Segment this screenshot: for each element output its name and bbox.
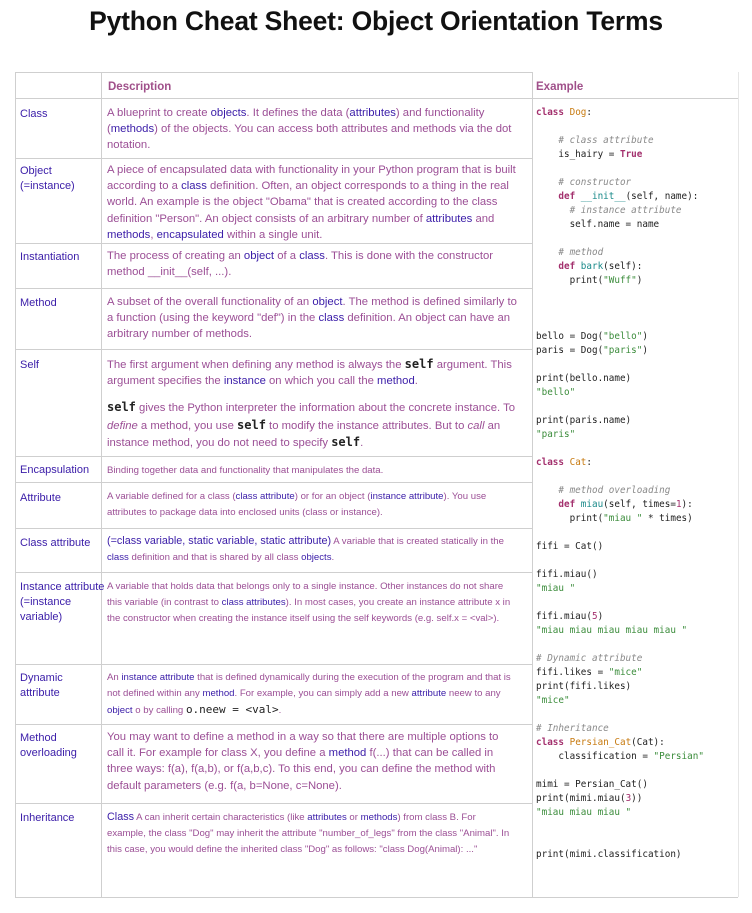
code-line [536,484,704,498]
code-line [536,526,704,540]
code-line [536,456,704,470]
code-token: is_hairy = [536,149,620,160]
code-token: classification = [536,751,654,762]
code-line [536,386,704,400]
code-token: print(mimi.miau( [536,793,626,804]
code-token: class [536,107,570,118]
desc-class-attribute: (=class variable, static variable, static attribute) A variable that is created statically in the class definition and that is shared by all class objects. [107,535,504,563]
code-token: * times) [642,513,693,524]
code-line [536,736,704,750]
code-line [536,274,704,288]
code-line [536,512,704,526]
code-token: "mice" [608,667,643,678]
code-token: print(bello.name) [536,373,632,384]
code-token: print(mimi.classification) [536,849,682,860]
code-line [536,568,704,582]
code-token: "miau " [536,583,576,594]
code-line [536,372,704,386]
code-line [536,246,704,260]
code-line [536,232,704,246]
term-class: Class [20,108,48,120]
table-divider-example [532,72,533,897]
code-line [536,764,704,778]
code-line [536,176,704,190]
desc-method: A subset of the overall functionality of an object. The method is defined similarly to a function (using the keyword "def") in the class definition. An object can have an arbitrary number of methods. [107,296,517,341]
code-token: print(paris.name) [536,415,632,426]
code-line [536,610,704,624]
term-method: Method [20,297,57,309]
desc-method-overloading: You may want to define a method in a way so that there are multiple options to call it. For example for class X, you define a method f(...) that can be called in three ways: f(a), f(a,b), or f(a,b,c). To this end, you can define the method with default parameters (e.g. f(a, b=None, c=None). [107,731,499,792]
code-line [536,582,704,596]
code-token: # Dynamic attribute [536,653,643,664]
self-paragraph-1: The first argument when defining any method is always the self argument. This argument specifies the instance on which you call the method. [107,357,512,388]
table-line [15,724,532,725]
desc-attribute: A variable defined for a class (class attribute) or for an object (instance attribute). You use attributes to package data into enclosed units (class or instance). [107,491,487,518]
code-token: "Persian" [653,751,704,762]
code-line [536,708,704,722]
code-token: # instance attribute [536,205,682,216]
code-token: (self, name): [625,191,699,202]
code-token: 3 [625,793,632,804]
code-token: class [536,457,570,468]
term-dynamic-attribute: Dynamic attribute [20,672,63,699]
code-token: ): [681,499,693,510]
code-line [536,596,704,610]
code-line [536,694,704,708]
code-line [536,806,704,820]
code-line [536,498,704,512]
table-line [15,456,532,457]
code-line [536,442,704,456]
code-token: print( [536,275,604,286]
code-token: fifi.miau( [536,611,592,622]
term-encapsulation: Encapsulation [20,464,90,476]
code-token: ) [642,345,648,356]
code-line [536,624,704,638]
code-line [536,778,704,792]
code-line [536,722,704,736]
table-divider-term [101,72,102,897]
code-line [536,106,704,120]
code-token: 1 [675,499,682,510]
table-line [15,98,738,99]
code-line [536,428,704,442]
desc-instantiation: The process of creating an object of a class. This is done with the constructor method __init__(self, ...). [107,250,494,279]
table-line [15,158,532,159]
code-token: "mice" [536,695,570,706]
code-line [536,134,704,148]
self-paragraph-2: self gives the Python interpreter the information about the concrete instance. To define a method, you use self to modify the instance attributes. But to call an instance method, you do not need to specify self. [107,400,515,449]
code-token: "miau " [603,513,643,524]
code-line [536,792,704,806]
code-token: ) [597,611,604,622]
code-token: "Wuff" [603,275,637,286]
table-line [15,243,532,244]
code-line [536,260,704,274]
example-header: Example [536,81,584,93]
table-line [15,349,532,350]
table-line [15,72,532,73]
code-token: bark [580,261,604,272]
term-instance-attribute: Instance attribute (=instance variable) [20,581,105,623]
code-token [536,499,558,510]
code-token [536,191,558,202]
desc-self [107,356,517,451]
code-line [536,414,704,428]
table-line [15,897,738,898]
code-token: "miau miau miau " [536,807,632,818]
code-line [536,750,704,764]
code-token: # method overloading [536,485,671,496]
code-token: miau [580,499,604,510]
table-line [15,664,532,665]
code-token: fifi = Cat() [536,541,604,552]
code-line [536,302,704,316]
code-line [536,400,704,414]
code-line [536,666,704,680]
desc-inheritance: Class A can inherit certain characteristics (like attributes or methods) from class B. For example, the class "Dog" may inherit the attribute "number_of_legs" from the class "Animal". In this case, you would define the inherited class "Dog" as follows: "class Dog(Animal): ..." [107,811,510,855]
code-token: : [586,107,592,118]
code-token: : [586,457,592,468]
code-line [536,330,704,344]
code-token: "paris" [536,429,576,440]
code-token: Cat [569,457,587,468]
code-token: def [558,499,581,510]
desc-encapsulation: Binding together data and functionality that manipulates the data. [107,465,384,476]
table-border-left [15,72,16,897]
code-token: def [558,261,581,272]
code-line [536,652,704,666]
desc-class: A blueprint to create objects. It defines the data (attributes) and functionality (methods) of the objects. You can access both attributes and methods via the dot notation. [107,107,512,152]
code-line [536,680,704,694]
code-token: True [619,149,643,160]
code-token: ) [636,275,643,286]
code-token: bello = Dog( [536,331,604,342]
code-line [536,358,704,372]
code-token: fifi.likes = [536,667,609,678]
term-method-overloading: Method overloading [20,732,77,759]
code-token: print(fifi.likes) [536,681,632,692]
code-line [536,190,704,204]
code-token: )) [631,793,643,804]
code-token: (self, times= [603,499,676,510]
code-token: ) [642,331,648,342]
code-token: Persian_Cat [569,737,632,748]
code-token: self.name = name [536,219,660,230]
code-token: # Inheritance [536,723,609,734]
table-line [15,803,532,804]
code-line [536,204,704,218]
code-token: paris = Dog( [536,345,604,356]
code-token: Dog [569,107,587,118]
code-token [536,261,558,272]
code-line [536,554,704,568]
code-line [536,288,704,302]
desc-dynamic-attribute: An instance attribute that is defined dynamically during the execution of the program and that is not defined within any method. For example, you can simply add a new attribute neew to any object o by calling o.neew = <val>. [107,672,511,716]
code-token: # method [536,247,604,258]
code-token: # constructor [536,177,632,188]
code-token: def [558,191,581,202]
code-line [536,638,704,652]
table-line [15,288,532,289]
term-object: Object (=instance) [20,165,75,192]
table-line [15,482,532,483]
code-line [536,148,704,162]
term-attribute: Attribute [20,492,61,504]
terms-table [15,72,738,897]
code-token: # class attribute [536,135,654,146]
code-line [536,316,704,330]
code-token: "miau miau miau miau miau " [536,625,688,636]
code-token: fifi.miau() [536,569,598,580]
code-example [536,106,704,862]
code-line [536,470,704,484]
code-token: 5 [591,611,598,622]
code-line [536,344,704,358]
code-token: __init__ [580,191,626,202]
code-line [536,120,704,134]
page-title: Python Cheat Sheet: Object Orientation Terms [89,6,663,36]
code-token: "paris" [603,345,643,356]
term-class-attribute: Class attribute [20,537,91,549]
code-line [536,820,704,834]
term-instantiation: Instantiation [20,251,80,263]
code-token: "bello" [536,387,576,398]
desc-instance-attribute: A variable that holds data that belongs only to a single instance. Other instances do not share this variable (in contrast to class attributes). In most cases, you create an instance attribute x in the constructor when creating the instance itself using the self keywords (e.g. self.x = <val>). [107,581,511,624]
term-self: Self [20,359,39,371]
code-line [536,834,704,848]
desc-object: A piece of encapsulated data with functionality in your Python program that is built according to a class definition. Often, an object corresponds to a thing in the real world. An example is the object "Obama" that is created according to the class definition "Person". An object consists of an arbitrary number of attributes and methods, encapsulated within a single unit. [107,164,516,241]
code-token: mimi = Persian_Cat() [536,779,648,790]
code-line [536,162,704,176]
code-line [536,218,704,232]
code-token: "bello" [603,331,643,342]
table-line [15,528,532,529]
code-token: (Cat): [631,737,665,748]
code-token: print( [536,513,604,524]
code-line [536,540,704,554]
term-inheritance: Inheritance [20,812,75,824]
table-border-right [738,72,739,897]
description-header: Description [108,81,172,93]
table-line [15,572,532,573]
code-line [536,848,704,862]
code-token: (self): [603,261,643,272]
code-token: class [536,737,570,748]
